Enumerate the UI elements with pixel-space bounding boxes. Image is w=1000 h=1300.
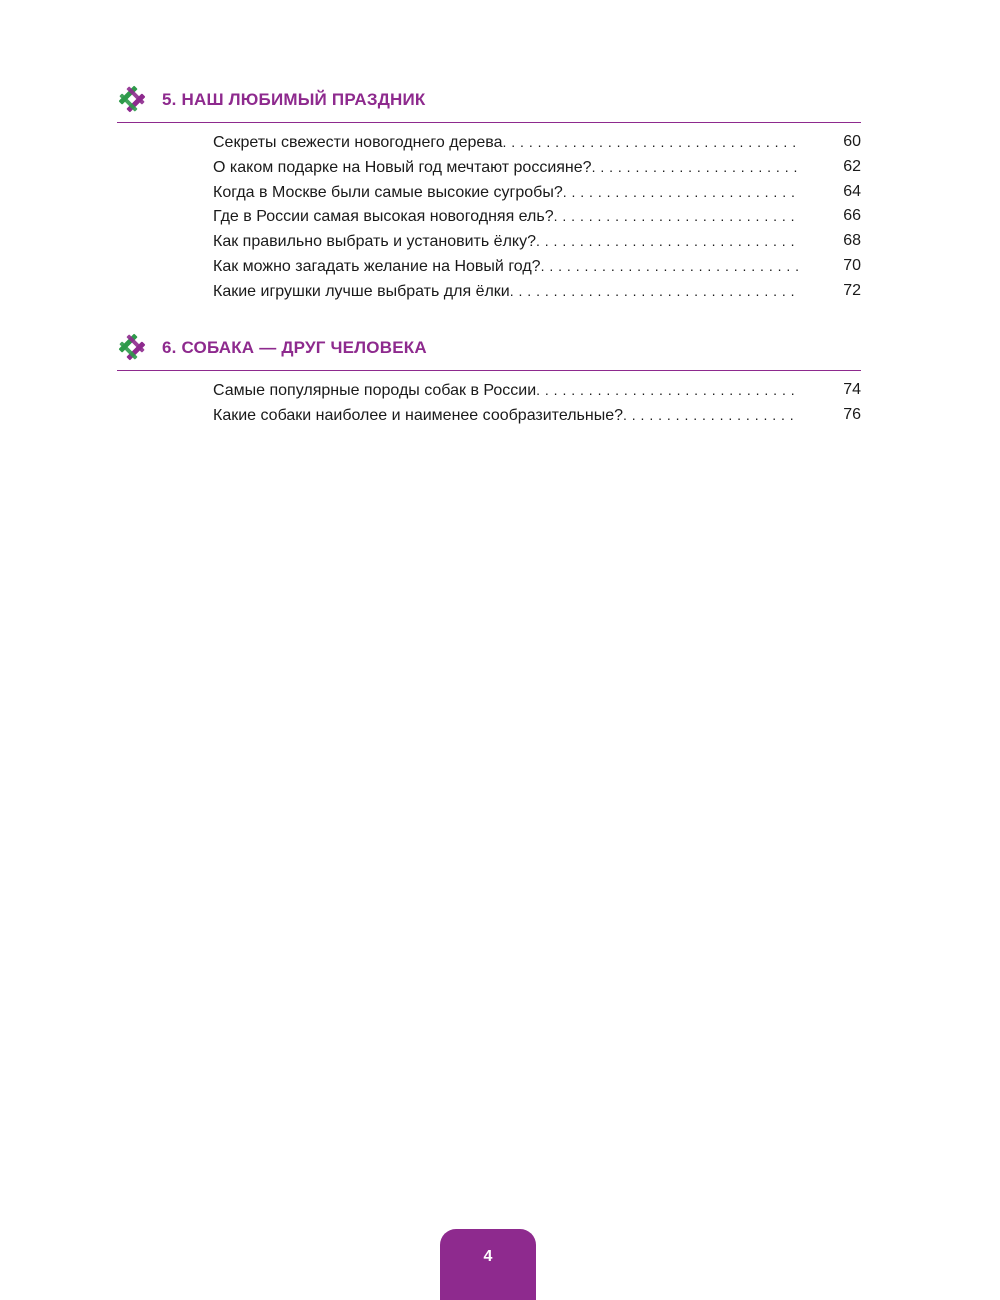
toc-item-page: 64: [843, 182, 861, 200]
page-number: 4: [483, 1248, 493, 1265]
section-header: [117, 82, 861, 123]
toc-item[interactable]: [213, 130, 861, 155]
section-emblem-icon: [117, 84, 147, 114]
toc-item-title: Самые популярные породы собак в России: [213, 382, 537, 399]
section-title: 6. СОБАКА — ДРУГ ЧЕЛОВЕКА: [162, 338, 427, 357]
toc-item-title: Как правильно выбрать и установить ёлку?: [213, 233, 536, 251]
toc-list: [117, 130, 861, 304]
toc-item-title: Какие собаки наиболее и наименее сообразительные?: [213, 406, 623, 424]
toc-item[interactable]: [213, 378, 861, 403]
toc-item-page: 68: [843, 232, 861, 250]
toc-item-page: 72: [843, 281, 861, 299]
toc-section-5: [117, 82, 861, 304]
toc-item-page: 76: [843, 405, 861, 423]
toc-item-title: Какие игрушки лучше выбрать для ёлки: [213, 282, 510, 300]
toc-item-page: 62: [843, 157, 861, 175]
toc-list: [117, 378, 861, 428]
section-emblem-icon: [117, 332, 147, 362]
page-number-tab: [440, 1229, 536, 1300]
toc-item-title: Где в России самая высокая новогодняя ель?: [213, 208, 554, 226]
toc-item-page: 74: [843, 381, 861, 398]
toc-item-page: 60: [843, 133, 861, 150]
toc-item-title: Когда в Москве были самые высокие сугробы?: [213, 183, 563, 201]
toc-section-6: [117, 330, 861, 428]
toc-item[interactable]: [213, 155, 861, 180]
toc-item-title: Как можно загадать желание на Новый год?: [213, 257, 541, 275]
toc-item[interactable]: [213, 204, 861, 229]
toc-item[interactable]: [213, 403, 861, 428]
section-header: [117, 330, 861, 371]
toc-item-page: 70: [843, 256, 861, 274]
toc-item[interactable]: [213, 229, 861, 254]
toc-item-title: Секреты свежести новогоднего дерева: [213, 134, 503, 151]
toc-item[interactable]: [213, 180, 861, 205]
section-title: 5. НАШ ЛЮБИМЫЙ ПРАЗДНИК: [162, 90, 426, 109]
toc-item[interactable]: [213, 254, 861, 279]
toc-item-page: 66: [843, 207, 861, 225]
toc-item[interactable]: [213, 279, 861, 304]
toc-item-title: О каком подарке на Новый год мечтают россияне?: [213, 158, 592, 176]
